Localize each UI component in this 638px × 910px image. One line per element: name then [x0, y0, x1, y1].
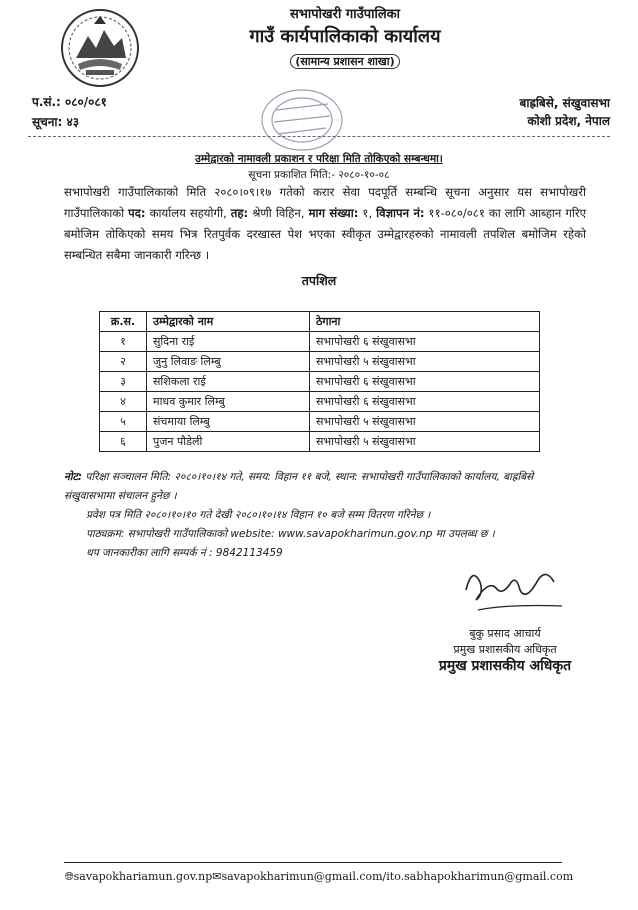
address-line2: कोशी प्रदेश, नेपाल	[527, 114, 610, 128]
cell-serial: ४	[100, 392, 147, 412]
demand-label: माग संख्या:	[308, 206, 359, 220]
address-block	[519, 94, 610, 130]
notes-block	[64, 468, 584, 563]
cell-address: सभापोखरी ६ संखुवासभा	[310, 372, 540, 392]
signer-title-large: प्रमुख प्रशासकीय अधिकृत	[438, 658, 572, 674]
cell-name: माधव कुमार लिम्बु	[147, 392, 310, 412]
header-divider	[28, 136, 610, 137]
signer-block	[400, 626, 610, 674]
section-name	[180, 54, 510, 69]
note-line4: थप जानकारीका लागि सम्पर्क नं : 9842113459	[86, 547, 283, 559]
municipality-name: सभापोखरी गाउँपालिका	[290, 7, 400, 22]
header-serial: क्र.स.	[100, 312, 147, 332]
cell-serial: १	[100, 332, 147, 352]
footer-emails[interactable]: savapokharimun@gmail.com/ito.sabhapokharimun@gmail.com	[221, 870, 574, 883]
header-address: ठेगाना	[310, 312, 540, 332]
header-name: उम्मेद्वारको नाम	[147, 312, 310, 332]
note-line3: पाठ्यक्रम: सभापोखरी गाउँपालिकाको website: www.savapokharimun.gov.np मा उपलब्ध छ ।	[86, 528, 495, 540]
mail-icon: ✉	[212, 870, 222, 883]
notice-subject-text: उम्मेद्वारको नामावली प्रकाशन र परिक्षा मिति तोकिएको सम्बन्धमा।	[195, 153, 443, 165]
cell-address: सभापोखरी ५ संखुवासभा	[310, 352, 540, 372]
table-row	[100, 372, 540, 392]
cell-name: जुनु लिवाङ लिम्बु	[147, 352, 310, 372]
signer-name: बुकु प्रसाद आचार्य	[469, 627, 541, 640]
schedule-title: तपशिल	[301, 273, 337, 288]
cell-serial: ५	[100, 412, 147, 432]
candidate-table	[99, 311, 540, 452]
table-row	[100, 392, 540, 412]
ref-number: प.सं.: ०८०/०८१	[32, 95, 107, 109]
table-row	[100, 332, 540, 352]
post-value: कार्यालय सहयोगी,	[145, 206, 231, 220]
note-text: परिक्षा सञ्चालन मिति: २०८०।१०।१४ गते, समय: विहान ११ बजे, स्थान: सभापोखरी गाउँपालिकाको कार्यालय, बाह्रबिसे संखुवासभामा संचालन हुनेछ ।	[64, 471, 534, 502]
level-value: श्रेणी विहिन,	[248, 206, 309, 220]
cell-address: सभापोखरी ५ संखुवासभा	[310, 412, 540, 432]
cell-serial: ६	[100, 432, 147, 452]
notice-number: सूचना: ४३	[32, 115, 79, 129]
office-name: गाउँ कार्यपालिकाको कार्यालय	[249, 26, 441, 47]
footer-divider	[64, 862, 562, 863]
cell-serial: ३	[100, 372, 147, 392]
reference-block	[32, 92, 107, 132]
level-label: तह:	[230, 206, 249, 220]
demand-value: १,	[358, 206, 377, 220]
notice-body	[64, 182, 586, 266]
ad-label: विज्ञापन नं:	[376, 206, 425, 220]
globe-icon: 🌐︎	[64, 870, 74, 883]
cell-serial: २	[100, 352, 147, 372]
notice-subject	[0, 152, 638, 166]
note-line1	[64, 468, 584, 506]
post-label: पद:	[128, 206, 146, 220]
table-row	[100, 432, 540, 452]
cell-name: पुजन पौडेली	[147, 432, 310, 452]
handwritten-signature	[458, 560, 568, 624]
address-line1: बाह्रबिसे, संखुवासभा	[519, 96, 610, 110]
cell-address: सभापोखरी ६ संखुवासभा	[310, 332, 540, 352]
cell-name: सशिकला राई	[147, 372, 310, 392]
published-date: सूचना प्रकाशित मिति:- २०८०-१०-०८	[248, 169, 390, 181]
table-row	[100, 412, 540, 432]
cell-address: सभापोखरी ६ संखुवासभा	[310, 392, 540, 412]
table-header-row	[100, 312, 540, 332]
signer-title: प्रमुख प्रशासकीय अधिकृत	[453, 643, 557, 656]
footer-contact	[0, 870, 638, 884]
note-label: नोट:	[64, 471, 83, 483]
footer-website[interactable]: savapokhariamun.gov.np	[73, 870, 213, 883]
table-row	[100, 352, 540, 372]
cell-name: सुदिना राई	[147, 332, 310, 352]
note-line2: प्रवेश पत्र मिति २०८०।१०।१० गते देखी २०८०।१०।१४ विहान १० बजे सम्म वितरण गरिनेछ ।	[86, 509, 431, 521]
cell-address: सभापोखरी ५ संखुवासभा	[310, 432, 540, 452]
cell-name: संचमाया लिम्बु	[147, 412, 310, 432]
office-stamp	[236, 82, 368, 158]
government-emblem-logo	[58, 6, 142, 90]
body-part1: सभापोखरी गाउँपालिकाको मिति २०८०।०९।१७ गतेको करार सेवा पदपूर्ति सम्बन्धि सूचना अनुसार यस सभापोखरी गाउँपालिकाको	[64, 185, 586, 220]
body-part2: ११-०८०/०८१ का लागि आब्हान गरिए बमोजिम तोकिएको समय भित्र रितपुर्वक दरखास्त पेश भएका स्वीकृत उम्मेद्वारहरुको नामावली तपशिल बमोजिम रहेको सम्बन्धित सबैमा जानकारी गरिन्छ ।	[64, 206, 587, 262]
section-label: (सामान्य प्रशासन शाखा)	[290, 54, 399, 69]
